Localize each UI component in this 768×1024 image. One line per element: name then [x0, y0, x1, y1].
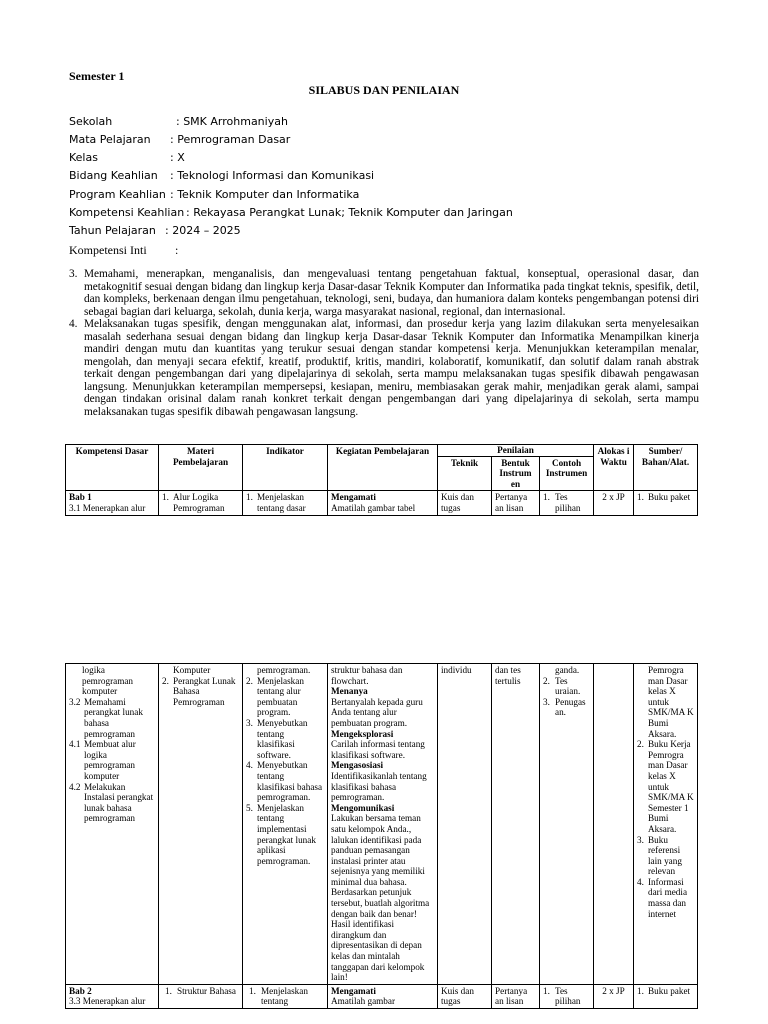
- table-row: [66, 491, 698, 515]
- cell-indikator: [243, 491, 328, 515]
- item-number: 2.: [543, 675, 550, 686]
- info-value: : SMK Arrohmaniyah: [176, 115, 288, 128]
- kegiatan-heading: Menanya: [331, 686, 368, 697]
- item-text: Tes uraian.: [555, 675, 581, 697]
- item-text: Menjelaskan tentang: [261, 985, 308, 1007]
- cell-bentuk: dan tes tertulis: [492, 664, 540, 985]
- cell-alokasi: 2 x JP: [594, 491, 634, 515]
- kd-text: 3.3 Menerapkan alur: [69, 996, 146, 1007]
- item-number: 3.2: [69, 696, 81, 707]
- item-number: 1.: [637, 985, 644, 996]
- kd-text: 3.1 Menerapkan alur: [69, 502, 146, 513]
- info-sekolah: [69, 115, 288, 128]
- item-number: 4.: [637, 876, 644, 887]
- item-text: Tes pilihan: [555, 985, 581, 1007]
- item-number: 1.: [543, 985, 550, 996]
- kegiatan-heading: Mengamati: [331, 985, 376, 996]
- cell-materi: [159, 984, 243, 1008]
- header-alokasi: Alokas i Waktu: [594, 445, 634, 491]
- item-number: 4.: [246, 760, 253, 771]
- header-contoh: Contoh Instrumen: [540, 456, 594, 491]
- list-number: 4.: [69, 318, 78, 330]
- cell-kd: [66, 491, 159, 515]
- header-kompetensi-dasar: Kompetensi Dasar: [66, 445, 159, 491]
- item-number: 1.: [249, 985, 256, 996]
- info-kompetensi-inti: [69, 243, 179, 258]
- info-value: : Pemrograman Dasar: [170, 133, 291, 146]
- item-number: 3.: [543, 696, 550, 707]
- item-number: 2.: [637, 739, 644, 750]
- info-label: Kompetensi Inti: [69, 243, 147, 257]
- info-label: Tahun Pelajaran: [69, 224, 156, 237]
- cell-indikator: [243, 664, 328, 985]
- item-text: Pemrogra man Dasar kelas X untuk SMK/MA K Bumi Aksara.: [648, 665, 694, 739]
- cell-sumber: [634, 491, 698, 515]
- bab-label: Bab 2: [69, 985, 92, 996]
- cell-contoh: [540, 664, 594, 985]
- header-kegiatan: Kegiatan Pembelajaran: [328, 445, 438, 491]
- page-title: SILABUS DAN PENILAIAN: [308, 83, 460, 97]
- cell-contoh: [540, 491, 594, 515]
- item-text: Penugas an.: [555, 696, 586, 718]
- header-bentuk: Bentuk Instrum en: [492, 456, 540, 491]
- kegiatan-heading: Mengomunikasi: [331, 802, 395, 813]
- item-text: Menjelaskan tentang dasar: [257, 492, 306, 513]
- list-text: Melaksanakan tugas spesifik, dengan menggunakan alat, informasi, dan prosedur kerja yang lazim dilakukan serta menyelesaikan masalah sederhana sesuai dengan bidang dan lingkup kerja Dasar-dasar Teknik Komputer dan Informatika Menampilkan kinerja mandiri dengan mutu dan kuantitas yang terukur sesuai dengan standar kompetensi kerja. Menunjukkan keterampilan menalar, mengolah, dan menyaji secara efektif, kreatif, produktif, kritis, mandiri, kolaboratif, komunikatif, dan solutif dalam ranah abstrak terkait dengan pengembangan dari yang dipelajarinya di sekolah, serta mampu melaksanakan tugas spesifik dibawah pengawasan langsung. Menunjukkan keterampilan mempersepsi, kesiapan, meniru, membiasakan gerak mahir, menjadikan gerak alami, sampai dengan tindakan orisinal dalam ranah konkret terkait dengan pengembangan dari yang dipelajarinya di sekolah, serta mampu melaksanakan tugas spesifik dibawah pengawasan langsung.: [84, 318, 699, 418]
- item-text: Tes pilihan: [555, 492, 581, 513]
- info-value: : 2024 – 2025: [165, 224, 241, 237]
- table-row: [66, 664, 698, 985]
- info-label: Sekolah: [69, 115, 113, 128]
- kegiatan-heading: Mengamati: [331, 492, 376, 503]
- item-number: 3.: [637, 834, 644, 845]
- item-text: Membuat alur logika pemrograman komputer: [84, 739, 136, 781]
- item-number: 4.1: [69, 739, 81, 750]
- cell-kegiatan: [328, 984, 438, 1008]
- kegiatan-text: Bertanyalah kepada guru Anda tentang alur pembuatan program.: [331, 696, 423, 728]
- item-text: Menyebutkan tentang klasifikasi software.: [257, 717, 308, 760]
- item-number: 2.: [162, 675, 169, 686]
- info-value: : Rekayasa Perangkat Lunak; Teknik Komputer dan Jaringan: [186, 206, 513, 219]
- item-text: Menjelaskan tentang implementasi perangkat lunak aplikasi pemrograman.: [257, 802, 316, 866]
- cell-teknik: Kuis dan tugas: [438, 491, 492, 515]
- semester-label: Semester 1: [69, 69, 125, 83]
- cell-kd: [66, 984, 159, 1008]
- info-mata-pelajaran: [69, 133, 291, 146]
- cell-kd: [66, 664, 159, 985]
- header-teknik: Teknik: [438, 456, 492, 491]
- cell-kegiatan: [328, 491, 438, 515]
- header-penilaian: Penilaian: [438, 445, 594, 457]
- item-text: Buku referensi lain yang relevan: [648, 834, 682, 877]
- table-header-row: [66, 445, 698, 457]
- info-label: Bidang Keahlian: [69, 169, 158, 182]
- list-text: Memahami, menerapkan, menganalisis, dan mengevaluasi tentang pengetahuan faktual, konseptual, operasional dasar, dan metakognitif sesuai dengan bidang dan lingkup kerja Dasar-dasar Teknik Komputer dan Informatika pada tingkat teknis, spesifik, detil, dan kompleks, berkenaan dengan ilmu pengetahuan, teknologi, seni, budaya, dan humaniora dalam konteks pengembangan potensi diri sebagai bagian dari keluarga, sekolah, dunia kerja, warga masyarakat nasional, regional, dan internasional.: [84, 268, 699, 318]
- header-sumber: Sumber/ Bahan/Alat.: [634, 445, 698, 491]
- cell-alokasi: 2 x JP: [594, 984, 634, 1008]
- cell-materi: [159, 664, 243, 985]
- kegiatan-heading: Mengeksplorasi: [331, 728, 394, 739]
- item-text: Menjelaskan tentang alur pembuatan program.: [257, 675, 304, 718]
- cell-alokasi: [594, 664, 634, 985]
- info-tahun-pelajaran: [69, 224, 241, 237]
- kegiatan-text: struktur bahasa dan flowchart.: [331, 665, 403, 686]
- cell-sumber: [634, 664, 698, 985]
- cell-bentuk: Pertanya an lisan: [492, 984, 540, 1008]
- item-text: Buku Kerja Pemrogra man Dasar kelas X untuk SMK/MA K Semester 1 Bumi Aksara.: [648, 739, 694, 834]
- kegiatan-text: Amatilah gambar: [331, 996, 396, 1007]
- list-number: 3.: [69, 268, 78, 280]
- info-value: :: [175, 243, 179, 257]
- kegiatan-text: Identifikasikanlah tentang klasifikasi bahasa pemrograman.: [331, 770, 427, 803]
- kompetensi-inti-list: [69, 268, 699, 418]
- item-text: ganda.: [555, 665, 580, 675]
- silabus-table-page1: [65, 444, 698, 516]
- info-label: Kelas: [69, 151, 98, 164]
- cell-teknik: Kuis dan tugas: [438, 984, 492, 1008]
- info-kelas: [69, 151, 185, 164]
- item-number: 3.: [246, 717, 253, 728]
- item-text: Melakukan Instalasi perangkat lunak bahasa pemrograman: [84, 781, 154, 824]
- kegiatan-text: Lakukan bersama teman satu kelompok Anda., lalukan identifikasi pada panduan pemasangan instalasi printer atau sejenisnya yang memiliki minimal dua bahasa. Berdasarkan petunjuk tersebut, buatlah algoritma dengan baik dan benar! Hasil identifikasi dirangkum dan dipresentasikan di depan kelas dan mintalah tanggapan dari kelompok lain!: [331, 813, 430, 983]
- item-text: Memahami perangkat lunak bahasa pemrograman: [84, 696, 143, 739]
- info-value: : Teknologi Informasi dan Komunikasi: [170, 169, 375, 182]
- item-text: pemrograman.: [257, 665, 311, 675]
- info-bidang-keahlian: [69, 169, 375, 182]
- header-indikator: Indikator: [243, 445, 328, 491]
- item-number: 5.: [246, 802, 253, 813]
- cell-indikator: [243, 984, 328, 1008]
- info-kompetensi-keahlian: [69, 206, 513, 219]
- item-number: 1.: [637, 492, 644, 503]
- cell-contoh: [540, 984, 594, 1008]
- info-value: : X: [170, 151, 185, 164]
- table-row: [66, 984, 698, 1008]
- kegiatan-text: Amatilah gambar tabel: [331, 502, 416, 513]
- cell-kegiatan: [328, 664, 438, 985]
- list-item: [69, 268, 699, 318]
- cell-bentuk: Pertanya an lisan: [492, 491, 540, 515]
- item-number: 1.: [165, 985, 172, 996]
- info-label: Program Keahlian: [69, 188, 166, 201]
- info-program-keahlian: [69, 188, 360, 201]
- item-number: 1.: [162, 492, 169, 503]
- item-text: Menyebutkan tentang klasifikasi bahasa pemrograman.: [257, 760, 323, 803]
- kegiatan-heading: Mengasosiasi: [331, 760, 384, 771]
- cell-teknik: individu: [438, 664, 492, 985]
- kd-text: logika pemrograman komputer: [82, 665, 134, 697]
- item-text: Struktur Bahasa: [177, 985, 236, 996]
- item-text: Perangkat Lunak Bahasa Pemrograman: [173, 675, 236, 707]
- item-text: Buku paket: [648, 492, 691, 503]
- silabus-table-page2: [65, 663, 698, 1009]
- info-label: Kompetensi Keahlian: [69, 206, 185, 219]
- item-text: Alur Logika Pemrograman: [173, 492, 225, 513]
- cell-sumber: [634, 984, 698, 1008]
- item-number: 4.2: [69, 781, 81, 792]
- item-text: Komputer: [173, 665, 211, 675]
- header-materi: Materi Pembelajaran: [159, 445, 243, 491]
- kegiatan-text: Carilah informasi tentang klasifikasi software.: [331, 739, 425, 760]
- info-label: Mata Pelajaran: [69, 133, 151, 146]
- info-value: : Teknik Komputer dan Informatika: [170, 188, 360, 201]
- item-number: 1.: [246, 492, 253, 503]
- item-text: Informasi dari media massa dan internet: [648, 876, 688, 919]
- list-item: [69, 318, 699, 418]
- item-number: 1.: [543, 492, 550, 503]
- item-text: Buku paket: [648, 985, 691, 996]
- cell-materi: [159, 491, 243, 515]
- bab-label: Bab 1: [69, 492, 92, 503]
- item-number: 2.: [246, 675, 253, 686]
